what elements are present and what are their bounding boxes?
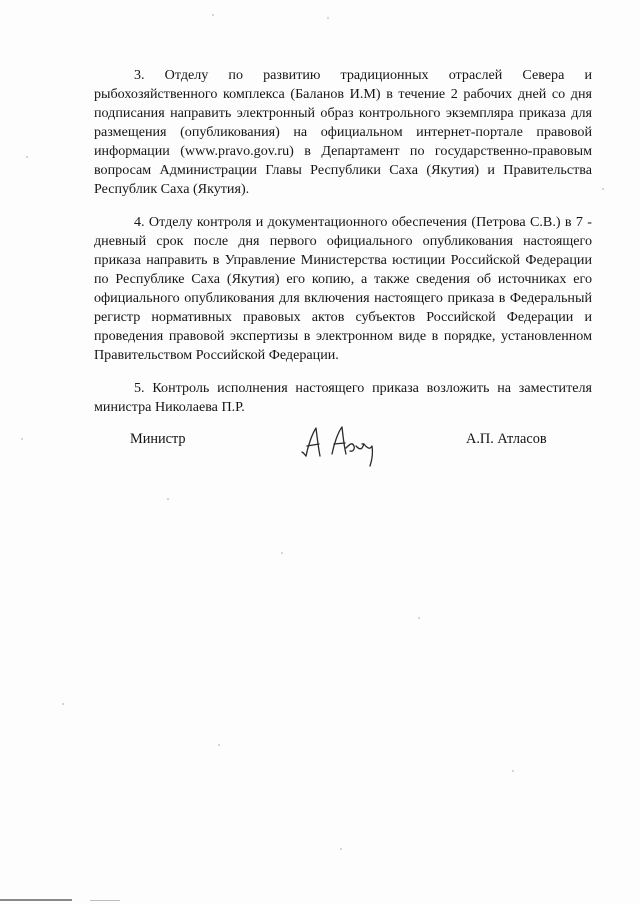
document-body — [94, 66, 592, 431]
scan-speck — [21, 438, 23, 440]
scan-speck — [62, 703, 64, 705]
scan-edge-line — [0, 899, 72, 901]
scan-edge-line — [90, 900, 120, 901]
scan-speck — [281, 552, 283, 554]
scan-speck — [167, 498, 169, 500]
signatory-name: А.П. Атласов — [466, 431, 547, 447]
scan-speck — [512, 770, 514, 772]
scan-speck — [340, 848, 342, 850]
scan-speck — [602, 188, 604, 190]
scan-speck — [327, 17, 329, 19]
paragraph-3: 3. Отделу по развитию традиционных отраслей Севера и рыбохозяйственного комплекса (Баланов И.М) в течение 2 рабочих дней со дня подписания направить электронный образ контрольного экземпляра приказа для размещения (опубликования) на официальном интернет-портале правовой информации (www.pravo.gov.ru) в Департамент по государственно-правовым вопросам Администрации Главы Республики Саха (Якутия) и Правительства Республик Саха (Якутия). — [94, 67, 592, 197]
scan-speck — [418, 617, 420, 619]
scan-speck — [26, 156, 28, 158]
signatory-title: Министр — [130, 431, 186, 447]
scan-speck — [212, 14, 214, 16]
paragraph-4: 4. Отделу контроля и документационного обеспечения (Петрова С.В.) в 7 - дневный срок после дня первого официального опубликования настоящего приказа направить в Управление Министерства юстиции Российской Федерации по Республике Саха (Якутия) его копию, а также сведения об источниках его официального опубликования для включения настоящего приказа в Федеральный регистр нормативных правовых актов субъектов Российской Федерации и проведения правовой экспертизы в электронном виде в порядке, установленном Правительством Российской Федерации. — [94, 214, 592, 363]
signature-block — [94, 422, 592, 472]
scan-speck — [218, 744, 220, 746]
handwritten-signature — [298, 422, 388, 468]
paragraph-5: 5. Контроль исполнения настоящего приказа возложить на заместителя министра Николаева П.Р. — [94, 380, 592, 415]
